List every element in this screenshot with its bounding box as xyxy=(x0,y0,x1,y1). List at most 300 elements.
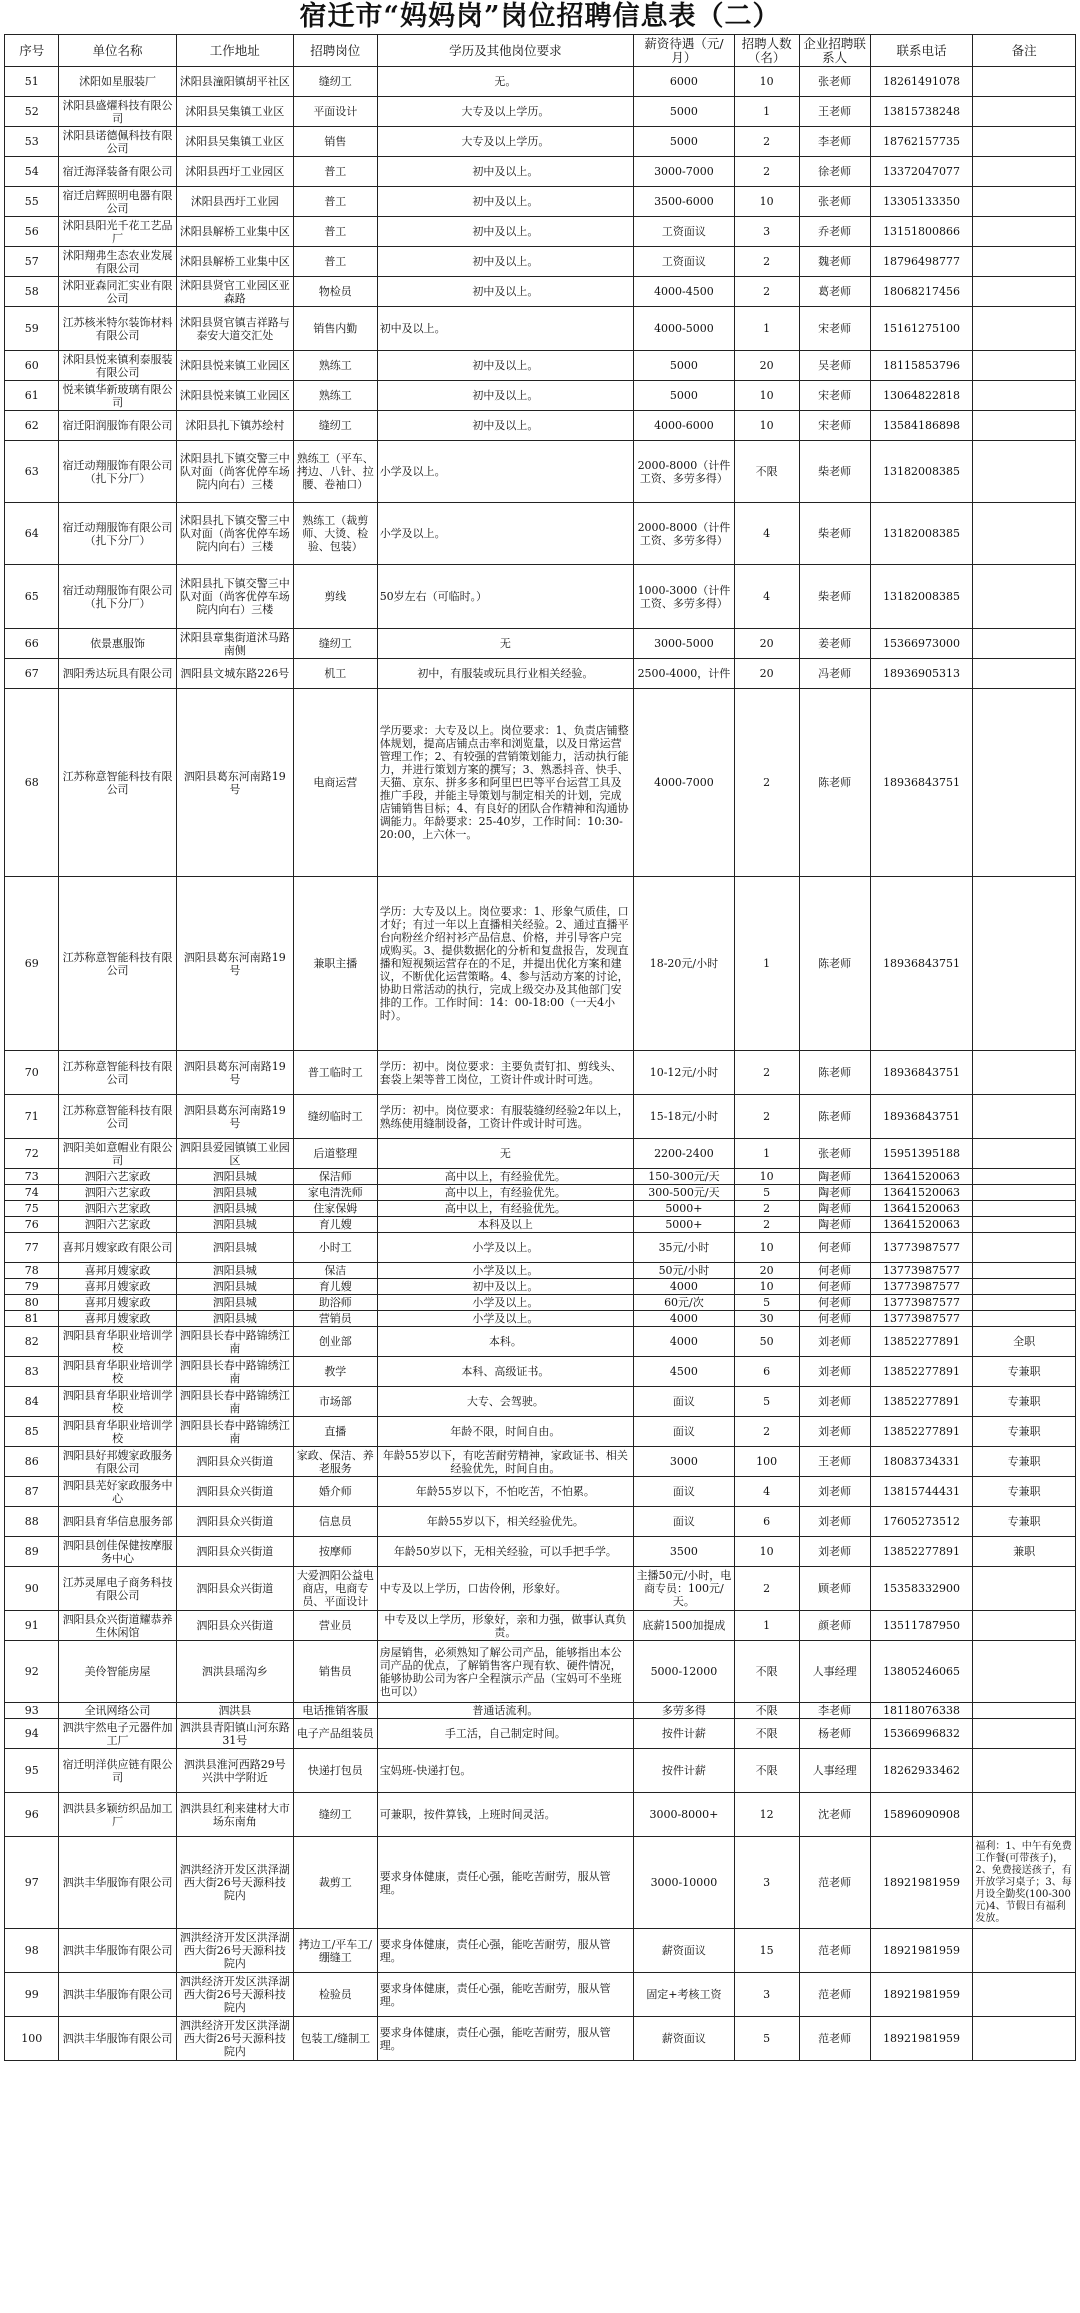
table-cell: 35元/小时 xyxy=(634,1233,735,1263)
table-cell xyxy=(973,217,1076,247)
table-cell: 89 xyxy=(5,1537,59,1567)
table-row xyxy=(5,1703,1076,1719)
table-cell: 育儿嫂 xyxy=(293,1217,377,1233)
table-row xyxy=(5,1793,1076,1837)
table-cell: 熟练工（平车、拷边、八针、拉腰、卷袖口） xyxy=(293,441,377,503)
table-cell: 宿迁动翔服饰有限公司（扎下分厂） xyxy=(59,441,176,503)
table-cell xyxy=(973,1611,1076,1641)
table-cell xyxy=(973,689,1076,877)
table-cell: 4000-4500 xyxy=(634,277,735,307)
table-cell: 20 xyxy=(734,1263,799,1279)
table-cell: 依景惠服饰 xyxy=(59,629,176,659)
table-cell: 沭阳县盛燿科技有限公司 xyxy=(59,97,176,127)
table-cell: 18921981959 xyxy=(870,2017,973,2061)
table-cell: 泗洪宇然电子元器件加工厂 xyxy=(59,1719,176,1749)
table-cell: 泗阳六艺家政 xyxy=(59,1201,176,1217)
table-cell: 沭阳县西圩工业园区 xyxy=(176,157,293,187)
table-cell: 面议 xyxy=(634,1507,735,1537)
table-cell: 泗阳县长春中路锦绣江南 xyxy=(176,1387,293,1417)
table-cell: 1 xyxy=(734,1611,799,1641)
table-cell: 1 xyxy=(734,877,799,1051)
table-cell: 范老师 xyxy=(799,1837,870,1929)
table-cell: 2 xyxy=(734,1217,799,1233)
table-cell: 福利：1、中午有免费工作餐(可带孩子)，2、免费接送孩子，有开放学习桌子；3、每月设全勤奖(100-300元)4、节假日有福利发放。 xyxy=(973,1837,1076,1929)
table-cell xyxy=(973,247,1076,277)
table-cell: 家政、保洁、养老服务 xyxy=(293,1447,377,1477)
table-row xyxy=(5,67,1076,97)
table-cell: 江苏称意智能科技有限公司 xyxy=(59,689,176,877)
table-cell: 5 xyxy=(734,1295,799,1311)
table-cell: 61 xyxy=(5,381,59,411)
table-cell: 2000-8000（计件工资、多劳多得） xyxy=(634,503,735,565)
header-row xyxy=(5,35,1076,67)
table-cell: 信息员 xyxy=(293,1507,377,1537)
table-cell: 5000 xyxy=(634,127,735,157)
table-cell: 高中以上，有经验优先。 xyxy=(377,1169,633,1185)
table-row xyxy=(5,689,1076,877)
table-row xyxy=(5,1447,1076,1477)
table-cell: 张老师 xyxy=(799,67,870,97)
table-row xyxy=(5,503,1076,565)
table-cell xyxy=(973,277,1076,307)
table-cell: 73 xyxy=(5,1169,59,1185)
table-cell: 13852277891 xyxy=(870,1357,973,1387)
table-cell: 陈老师 xyxy=(799,1095,870,1139)
table-row xyxy=(5,1719,1076,1749)
table-cell xyxy=(973,411,1076,441)
table-cell: 沭阳县扎下镇苏绘村 xyxy=(176,411,293,441)
table-cell: 2 xyxy=(734,1567,799,1611)
table-cell: 2 xyxy=(734,157,799,187)
table-cell: 13641520063 xyxy=(870,1201,973,1217)
table-cell: 3000-10000 xyxy=(634,1837,735,1929)
table-cell: 王老师 xyxy=(799,1447,870,1477)
table-cell: 电商运营 xyxy=(293,689,377,877)
table-cell: 范老师 xyxy=(799,2017,870,2061)
table-cell: 喜邦月嫂家政 xyxy=(59,1279,176,1295)
table-cell: 不限 xyxy=(734,1749,799,1793)
table-cell: 72 xyxy=(5,1139,59,1169)
table-cell: 沭阳县潼阳镇胡平社区 xyxy=(176,67,293,97)
table-row xyxy=(5,1837,1076,1929)
table-cell: 宿迁动翔服饰有限公司（扎下分厂） xyxy=(59,503,176,565)
table-cell: 高中以上，有经验优先。 xyxy=(377,1185,633,1201)
table-cell: 专兼职 xyxy=(973,1417,1076,1447)
table-row xyxy=(5,659,1076,689)
table-cell: 泗阳县葛东河南路19号 xyxy=(176,877,293,1051)
table-cell: 刘老师 xyxy=(799,1477,870,1507)
table-cell: 15896090908 xyxy=(870,1793,973,1837)
table-cell: 泗阳县长春中路锦绣江南 xyxy=(176,1327,293,1357)
table-cell: 要求身体健康，责任心强，能吃苦耐劳，服从管理。 xyxy=(377,2017,633,2061)
table-cell: 93 xyxy=(5,1703,59,1719)
table-cell: 初中及以上。 xyxy=(377,1279,633,1295)
table-cell: 53 xyxy=(5,127,59,157)
table-cell: 泗阳县众兴街道 xyxy=(176,1567,293,1611)
table-cell: 沭阳县西圩工业园 xyxy=(176,187,293,217)
table-cell: 52 xyxy=(5,97,59,127)
table-row xyxy=(5,1507,1076,1537)
table-row xyxy=(5,1295,1076,1311)
table-cell: 工资面议 xyxy=(634,217,735,247)
table-cell: 后道整理 xyxy=(293,1139,377,1169)
header-cell: 企业招聘联系人 xyxy=(799,35,870,67)
table-cell: 2 xyxy=(734,127,799,157)
header-cell: 薪资待遇（元/月） xyxy=(634,35,735,67)
table-cell: 74 xyxy=(5,1185,59,1201)
table-cell: 80 xyxy=(5,1295,59,1311)
table-cell: 10 xyxy=(734,1233,799,1263)
table-cell: 销售 xyxy=(293,127,377,157)
table-cell: 泗阳六艺家政 xyxy=(59,1217,176,1233)
table-cell xyxy=(973,157,1076,187)
table-cell: 泗阳六艺家政 xyxy=(59,1185,176,1201)
table-cell: 18796498777 xyxy=(870,247,973,277)
table-cell: 刘老师 xyxy=(799,1327,870,1357)
table-cell: 按摩师 xyxy=(293,1537,377,1567)
table-cell: 4000-6000 xyxy=(634,411,735,441)
table-row xyxy=(5,127,1076,157)
table-cell: 13852277891 xyxy=(870,1417,973,1447)
table-row xyxy=(5,1611,1076,1641)
table-cell: 无 xyxy=(377,1139,633,1169)
table-cell: 杨老师 xyxy=(799,1719,870,1749)
table-cell: 江苏称意智能科技有限公司 xyxy=(59,1095,176,1139)
table-cell: 50 xyxy=(734,1327,799,1357)
table-cell: 3000 xyxy=(634,1447,735,1477)
table-cell: 15366996832 xyxy=(870,1719,973,1749)
table-cell: 初中及以上。 xyxy=(377,277,633,307)
table-cell: 大专、会驾驶。 xyxy=(377,1387,633,1417)
table-cell: 泗阳县众兴街道 xyxy=(176,1477,293,1507)
table-cell: 小学及以上。 xyxy=(377,1263,633,1279)
table-cell: 泗阳县育华职业培训学校 xyxy=(59,1357,176,1387)
table-row xyxy=(5,1567,1076,1611)
table-cell: 13773987577 xyxy=(870,1233,973,1263)
table-cell: 5 xyxy=(734,1387,799,1417)
table-row xyxy=(5,1357,1076,1387)
table-row xyxy=(5,351,1076,381)
table-cell: 18115853796 xyxy=(870,351,973,381)
table-cell: 沭阳县悦来镇工业园区 xyxy=(176,381,293,411)
table-cell xyxy=(973,1169,1076,1185)
table-cell: 按件计薪 xyxy=(634,1719,735,1749)
table-cell: 冯老师 xyxy=(799,659,870,689)
table-cell: 85 xyxy=(5,1417,59,1447)
table-cell: 本科、高级证书。 xyxy=(377,1357,633,1387)
table-cell: 无 xyxy=(377,629,633,659)
table-cell: 要求身体健康，责任心强，能吃苦耐劳，服从管理。 xyxy=(377,1837,633,1929)
table-cell: 18921981959 xyxy=(870,1929,973,1973)
table-cell: 99 xyxy=(5,1973,59,2017)
table-cell: 泗洪丰华服饰有限公司 xyxy=(59,1973,176,2017)
table-cell: 10 xyxy=(734,411,799,441)
table-cell: 泗阳县城 xyxy=(176,1295,293,1311)
table-cell: 94 xyxy=(5,1719,59,1749)
table-cell: 初中及以上。 xyxy=(377,411,633,441)
table-cell: 大专及以上学历。 xyxy=(377,97,633,127)
table-cell: 住家保姆 xyxy=(293,1201,377,1217)
table-cell: 泗阳县众兴街道 xyxy=(176,1611,293,1641)
table-cell: 泗阳县城 xyxy=(176,1311,293,1327)
table-cell: 陶老师 xyxy=(799,1217,870,1233)
table-cell: 54 xyxy=(5,157,59,187)
table-cell: 沭阳亚森同汇实业有限公司 xyxy=(59,277,176,307)
table-cell xyxy=(973,877,1076,1051)
table-cell: 泗阳县众兴街道 xyxy=(176,1447,293,1477)
table-cell: 3500-6000 xyxy=(634,187,735,217)
table-cell: 4000-5000 xyxy=(634,307,735,351)
table-row xyxy=(5,877,1076,1051)
table-cell: 10 xyxy=(734,1169,799,1185)
table-cell: 学历：初中。岗位要求：有服装缝纫经验2年以上，熟练使用缝制设备，工资计件或计时可选。 xyxy=(377,1095,633,1139)
table-row xyxy=(5,1327,1076,1357)
table-cell: 150-300元/天 xyxy=(634,1169,735,1185)
table-cell: 泗阳县城 xyxy=(176,1233,293,1263)
table-cell: 18083734331 xyxy=(870,1447,973,1477)
table-cell: 沭阳县悦来镇工业园区 xyxy=(176,351,293,381)
table-cell: 50元/小时 xyxy=(634,1263,735,1279)
table-cell: 普工 xyxy=(293,187,377,217)
header-cell: 单位名称 xyxy=(59,35,176,67)
table-cell xyxy=(973,1095,1076,1139)
table-cell xyxy=(973,1295,1076,1311)
table-cell: 泗阳县众兴街道 xyxy=(176,1537,293,1567)
table-cell: 13511787950 xyxy=(870,1611,973,1641)
table-cell: 6000 xyxy=(634,67,735,97)
table-cell: 100 xyxy=(5,2017,59,2061)
table-cell xyxy=(973,67,1076,97)
table-cell: 检验员 xyxy=(293,1973,377,2017)
table-cell: 何老师 xyxy=(799,1233,870,1263)
table-cell: 沭阳县贤官镇吉祥路与泰安大道交汇处 xyxy=(176,307,293,351)
job-table xyxy=(4,34,1076,2061)
table-cell: 宿迁明洋供应链有限公司 xyxy=(59,1749,176,1793)
table-cell: 陶老师 xyxy=(799,1201,870,1217)
table-cell: 75 xyxy=(5,1201,59,1217)
table-cell xyxy=(973,187,1076,217)
table-cell: 18936843751 xyxy=(870,689,973,877)
table-cell: 小学及以上。 xyxy=(377,503,633,565)
table-cell: 初中及以上。 xyxy=(377,157,633,187)
table-cell: 育儿嫂 xyxy=(293,1279,377,1295)
table-cell: 10 xyxy=(734,67,799,97)
table-cell: 5000 xyxy=(634,97,735,127)
table-row xyxy=(5,307,1076,351)
table-cell: 徐老师 xyxy=(799,157,870,187)
table-cell: 缝纫临时工 xyxy=(293,1095,377,1139)
table-cell: 91 xyxy=(5,1611,59,1641)
table-cell: 保洁 xyxy=(293,1263,377,1279)
table-cell: 宿迁阳润服饰有限公司 xyxy=(59,411,176,441)
table-cell: 4000 xyxy=(634,1327,735,1357)
table-cell: 88 xyxy=(5,1507,59,1537)
table-cell: 1 xyxy=(734,97,799,127)
table-cell: 陈老师 xyxy=(799,689,870,877)
table-cell: 创业部 xyxy=(293,1327,377,1357)
table-cell: 面议 xyxy=(634,1387,735,1417)
table-cell: 普工 xyxy=(293,217,377,247)
table-cell: 13852277891 xyxy=(870,1327,973,1357)
table-row xyxy=(5,1417,1076,1447)
table-cell: 宋老师 xyxy=(799,411,870,441)
table-row xyxy=(5,1387,1076,1417)
table-cell: 4 xyxy=(734,1477,799,1507)
table-cell: 64 xyxy=(5,503,59,565)
table-cell: 沭阳县扎下镇交警三中队对面（尚客优停车场院内向右）三楼 xyxy=(176,565,293,629)
table-body xyxy=(5,67,1076,2061)
table-cell: 市场部 xyxy=(293,1387,377,1417)
table-cell: 3000-7000 xyxy=(634,157,735,187)
table-cell: 年龄不限，时间自由。 xyxy=(377,1417,633,1447)
table-cell: 17605273512 xyxy=(870,1507,973,1537)
table-cell: 2 xyxy=(734,689,799,877)
table-cell: 84 xyxy=(5,1387,59,1417)
table-cell: 10-12元/小时 xyxy=(634,1051,735,1095)
table-cell: 工资面议 xyxy=(634,247,735,277)
table-cell: 87 xyxy=(5,1477,59,1507)
table-cell: 裁剪工 xyxy=(293,1837,377,1929)
table-cell: 快递打包员 xyxy=(293,1749,377,1793)
table-cell: 13815744431 xyxy=(870,1477,973,1507)
table-cell: 2 xyxy=(734,247,799,277)
table-cell: 普工 xyxy=(293,247,377,277)
table-cell: 18936843751 xyxy=(870,1095,973,1139)
table-cell: 13641520063 xyxy=(870,1217,973,1233)
table-cell: 13584186898 xyxy=(870,411,973,441)
table-cell: 5000 xyxy=(634,381,735,411)
table-row xyxy=(5,277,1076,307)
table-cell: 59 xyxy=(5,307,59,351)
table-cell: 初中及以上。 xyxy=(377,187,633,217)
table-cell: 泗阳县育华信息服务部 xyxy=(59,1507,176,1537)
table-cell: 泗洪县红利来建材大市场东南角 xyxy=(176,1793,293,1837)
table-cell: 吴老师 xyxy=(799,351,870,381)
table-cell: 刘老师 xyxy=(799,1357,870,1387)
table-cell: 10 xyxy=(734,381,799,411)
table-cell: 张老师 xyxy=(799,187,870,217)
table-cell: 沭阳如星服装厂 xyxy=(59,67,176,97)
table-cell: 12 xyxy=(734,1793,799,1837)
table-cell: 电子产品组装员 xyxy=(293,1719,377,1749)
table-row xyxy=(5,157,1076,187)
table-cell: 泗阳县葛东河南路19号 xyxy=(176,1095,293,1139)
table-cell: 70 xyxy=(5,1051,59,1095)
header-cell: 备注 xyxy=(973,35,1076,67)
table-cell: 学历：大专及以上。岗位要求：1、形象气质佳，口才好；有过一年以上直播相关经验。2、通过直播平台向粉丝介绍衬衫产品信息、价格，并引导客户完成购买。3、提供数据化的分析和复盘报告，发现直播和短视频运营存在的不足，并提出优化方案和建议，不断优化运营策略。4、参与活动方案的讨论，协助日常活动的执行，完成上级交办及其他部门安排的工作。工作时间：14：00-18:00（一天4小时）。 xyxy=(377,877,633,1051)
table-cell: 69 xyxy=(5,877,59,1051)
table-cell: 95 xyxy=(5,1749,59,1793)
table-cell: 拷边工/平车工/绷缝工 xyxy=(293,1929,377,1973)
table-cell: 熟练工（裁剪师、大烫、检验、包装） xyxy=(293,503,377,565)
table-cell: 泗洪经济开发区洪泽湖西大街26号天源科技院内 xyxy=(176,1973,293,2017)
table-cell xyxy=(973,503,1076,565)
table-cell: 2 xyxy=(734,1201,799,1217)
table-cell: 专兼职 xyxy=(973,1447,1076,1477)
table-cell: 小学及以上。 xyxy=(377,1311,633,1327)
table-cell: 13182008385 xyxy=(870,441,973,503)
table-cell: 4000-7000 xyxy=(634,689,735,877)
table-cell: 泗洪丰华服饰有限公司 xyxy=(59,1837,176,1929)
table-cell: 兼职主播 xyxy=(293,877,377,1051)
table-cell xyxy=(973,441,1076,503)
table-cell: 泗阳县众兴街道 xyxy=(176,1507,293,1537)
table-cell: 何老师 xyxy=(799,1311,870,1327)
table-cell: 宿迁海泽装备有限公司 xyxy=(59,157,176,187)
table-cell: 沭阳县吴集镇工业区 xyxy=(176,97,293,127)
table-cell xyxy=(973,1233,1076,1263)
table-row xyxy=(5,1279,1076,1295)
table-cell: 泗洪县多颖纺织品加工厂 xyxy=(59,1793,176,1837)
table-row xyxy=(5,1217,1076,1233)
table-cell: 无。 xyxy=(377,67,633,97)
table-cell: 沈老师 xyxy=(799,1793,870,1837)
table-cell xyxy=(973,381,1076,411)
table-cell: 3000-8000+ xyxy=(634,1793,735,1837)
table-cell: 泗阳县城 xyxy=(176,1201,293,1217)
table-cell xyxy=(973,2017,1076,2061)
table-cell: 18921981959 xyxy=(870,1973,973,2017)
table-row xyxy=(5,1051,1076,1095)
table-cell: 物检员 xyxy=(293,277,377,307)
table-cell: 18261491078 xyxy=(870,67,973,97)
table-cell: 宋老师 xyxy=(799,381,870,411)
table-cell: 63 xyxy=(5,441,59,503)
table-row xyxy=(5,1169,1076,1185)
table-cell: 销售员 xyxy=(293,1641,377,1703)
table-cell: 6 xyxy=(734,1357,799,1387)
table-cell: 沭阳县悦来镇利泰服装有限公司 xyxy=(59,351,176,381)
table-cell: 13641520063 xyxy=(870,1169,973,1185)
table-cell: 电话推销客服 xyxy=(293,1703,377,1719)
table-cell: 固定+考核工资 xyxy=(634,1973,735,2017)
table-cell: 97 xyxy=(5,1837,59,1929)
table-cell: 柴老师 xyxy=(799,441,870,503)
table-cell: 沭阳县扎下镇交警三中队对面（尚客优停车场院内向右）三楼 xyxy=(176,503,293,565)
table-cell: 15-18元/小时 xyxy=(634,1095,735,1139)
table-cell: 泗阳美如意帽业有限公司 xyxy=(59,1139,176,1169)
table-cell xyxy=(973,1567,1076,1611)
table-cell: 泗阳县城 xyxy=(176,1217,293,1233)
table-cell: 沭阳县扎下镇交警三中队对面（尚客优停车场院内向右）三楼 xyxy=(176,441,293,503)
table-cell: 李老师 xyxy=(799,1703,870,1719)
table-cell: 喜邦月嫂家政 xyxy=(59,1263,176,1279)
table-row xyxy=(5,217,1076,247)
table-cell: 小学及以上。 xyxy=(377,1295,633,1311)
table-cell: 全讯网络公司 xyxy=(59,1703,176,1719)
table-cell: 沭阳翔弗生态农业发展有限公司 xyxy=(59,247,176,277)
table-cell: 可兼职，按件算钱，上班时间灵活。 xyxy=(377,1793,633,1837)
table-cell: 5000+ xyxy=(634,1201,735,1217)
table-cell: 泗洪丰华服饰有限公司 xyxy=(59,1929,176,1973)
table-cell: 要求身体健康，责任心强，能吃苦耐劳，服从管理。 xyxy=(377,1929,633,1973)
table-cell xyxy=(973,1263,1076,1279)
table-cell: 面议 xyxy=(634,1477,735,1507)
table-cell: 美伶智能房屋 xyxy=(59,1641,176,1703)
table-cell: 4 xyxy=(734,503,799,565)
table-cell: 泗阳县创佳保健按摩服务中心 xyxy=(59,1537,176,1567)
table-cell xyxy=(973,565,1076,629)
table-cell: 沭阳县解桥工业集中区 xyxy=(176,217,293,247)
table-cell: 大爱泗阳公益电商店，电商专员、平面设计 xyxy=(293,1567,377,1611)
table-cell: 5000+ xyxy=(634,1217,735,1233)
table-cell: 15951395188 xyxy=(870,1139,973,1169)
table-cell: 5 xyxy=(734,1185,799,1201)
table-cell: 66 xyxy=(5,629,59,659)
table-cell: 顾老师 xyxy=(799,1567,870,1611)
table-row xyxy=(5,97,1076,127)
table-cell xyxy=(973,1749,1076,1793)
